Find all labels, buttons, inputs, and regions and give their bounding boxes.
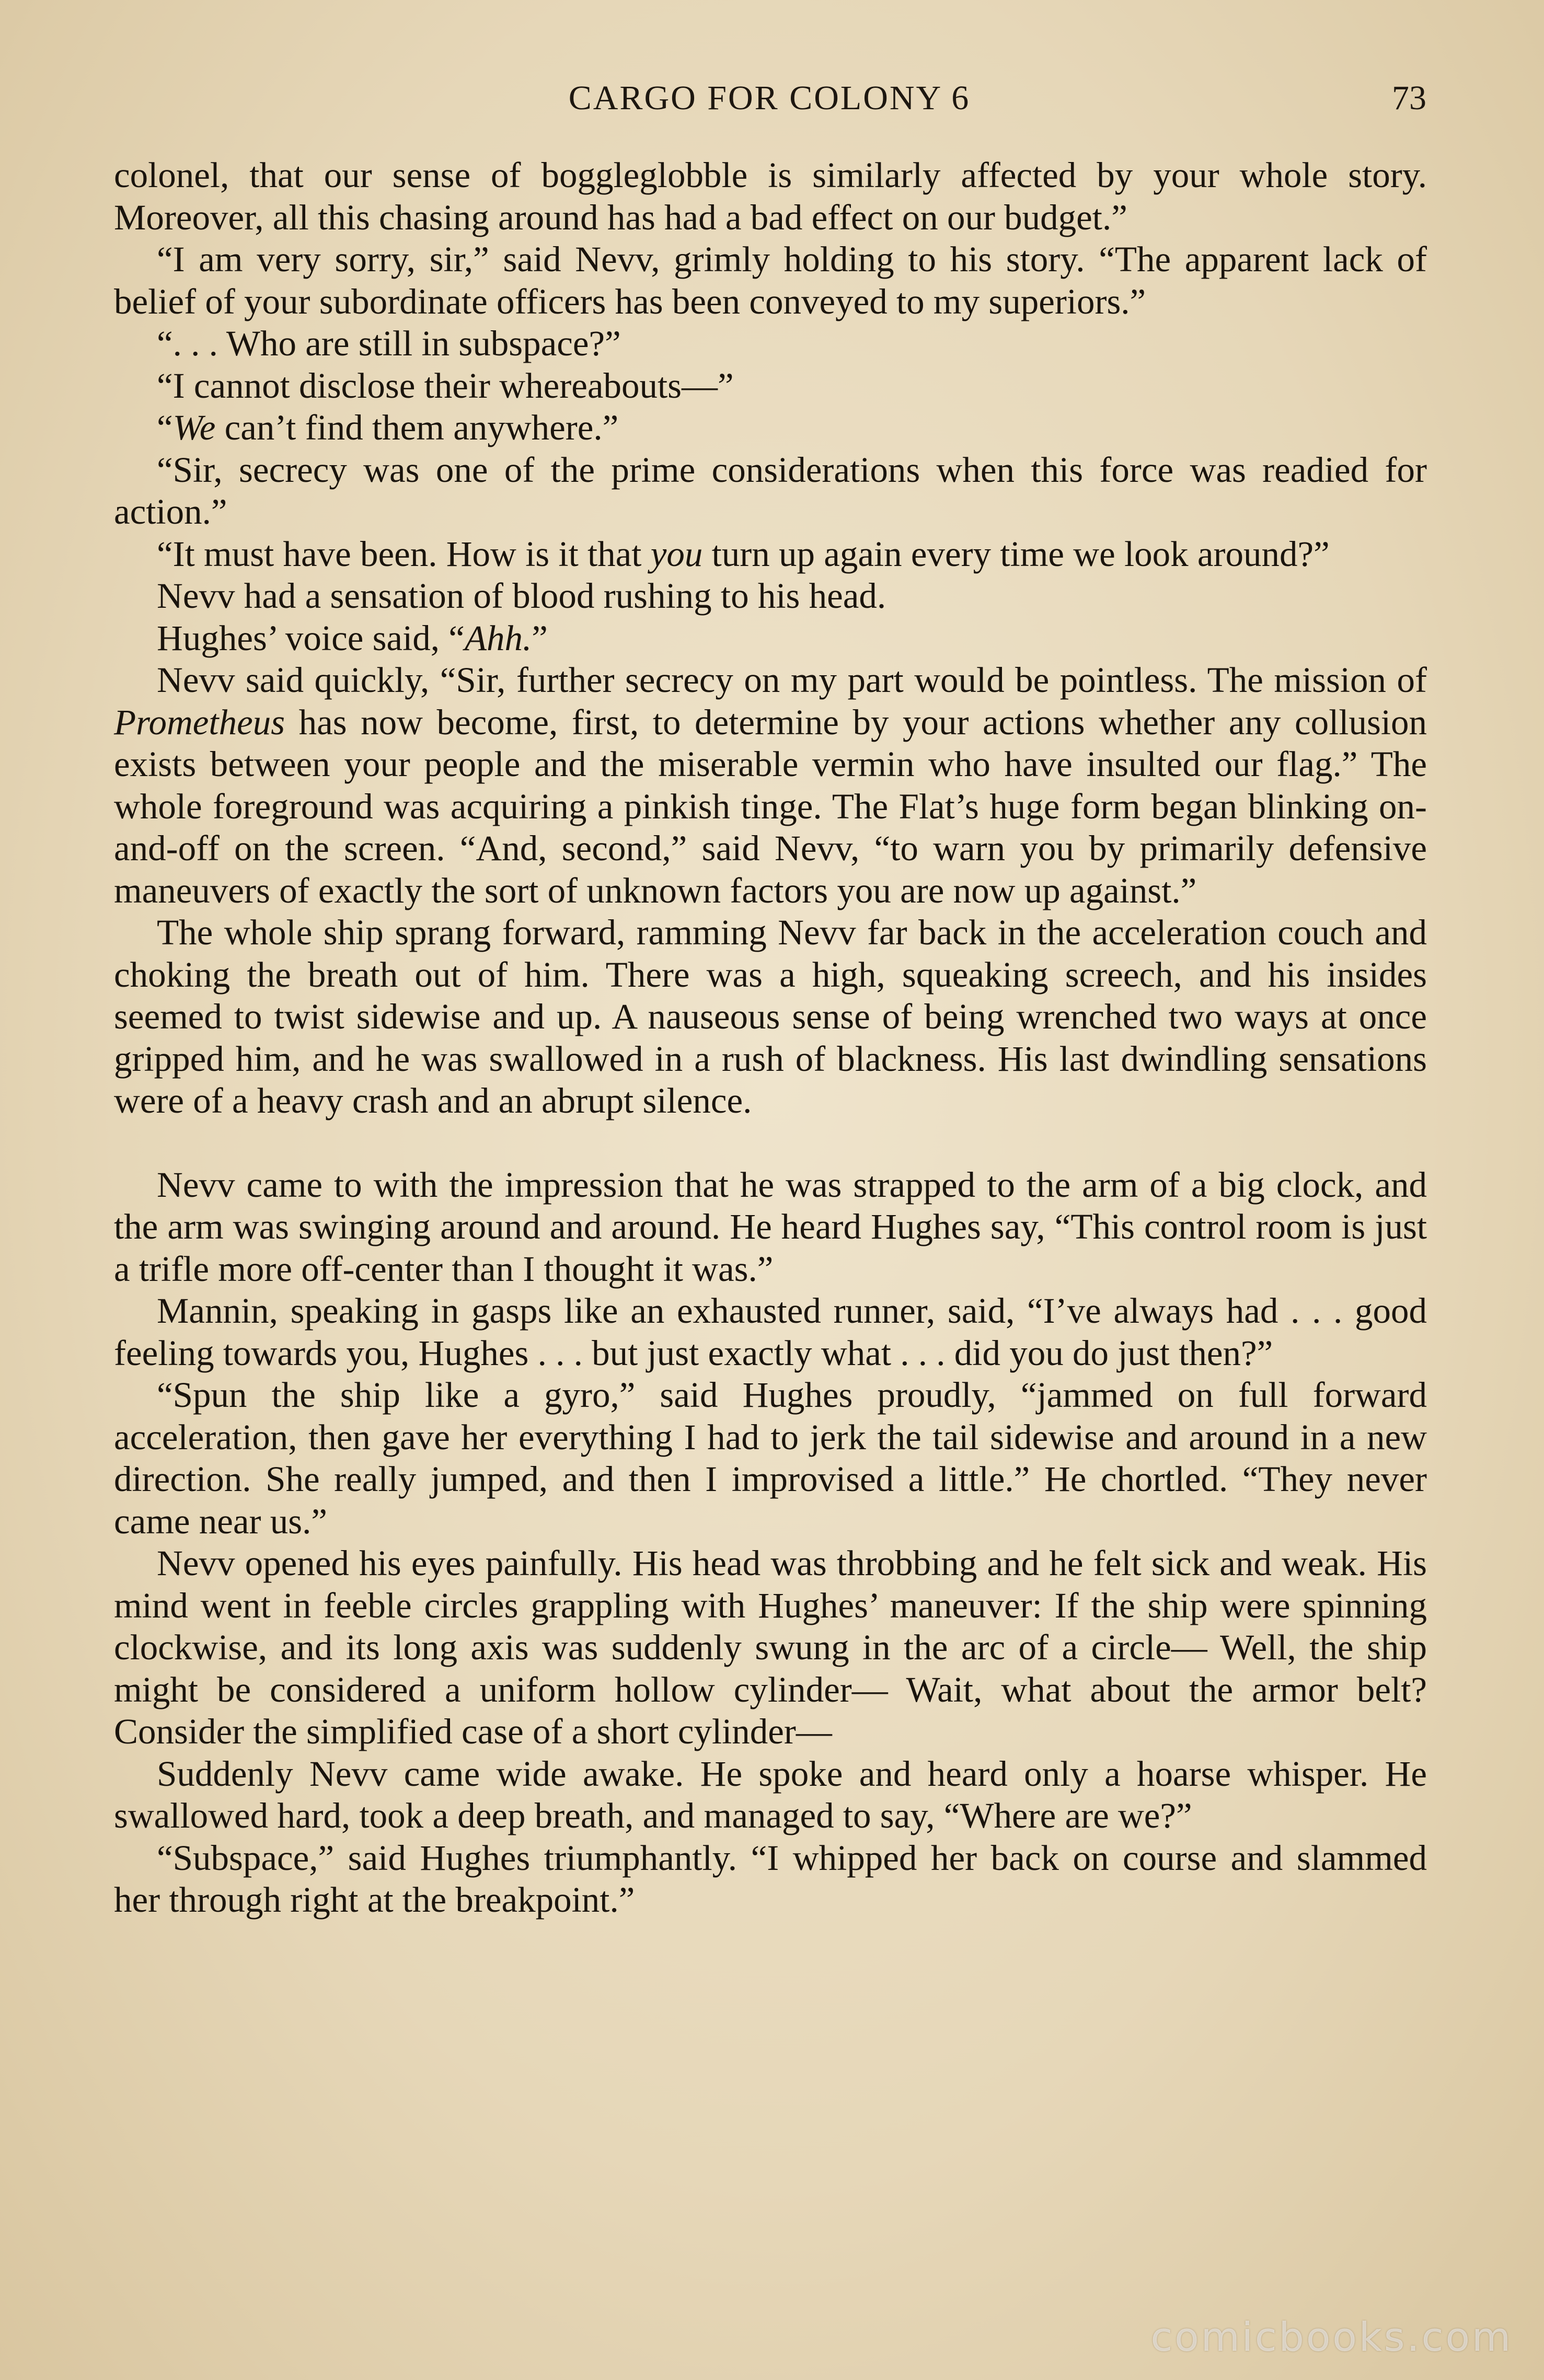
text-run: “It must have been. How is it that [157,534,651,574]
text-run: “I cannot disclose their whereabouts—” [157,365,734,406]
text-run: Mannin, speaking in gasps like an exhausted runner, said, “I’ve always had . . . good feeling towards you, Hughes . . . but just exactly what . . . did you do just then?” [114,1291,1427,1373]
text-run: “I am very sorry, sir,” said Nevv, grimly holding to his story. “The apparent lack of belief of your subordinate officers has been conveyed to my superiors.” [114,239,1427,321]
text-run: Nevv had a sensation of blood rushing to his head. [157,576,886,616]
text-run: Nevv said quickly, “Sir, further secrecy on my part would be pointless. The mission of [157,660,1427,700]
text-run: colonel, that our sense of boggleglobble is similarly affected by your whole story. Moreover, all this chasing around has had a bad effect on our budget.” [114,155,1427,237]
paragraph [114,154,1427,238]
text-run: “ [157,408,173,447]
text-run: Nevv came to with the impression that he was strapped to the arm of a big clock, and the arm was swinging around and around. He heard Hughes say, “This control room is just a trifle more off-center than I thought it was.” [114,1164,1427,1289]
text-run: The whole ship sprang forward, ramming Nevv far back in the acceleration couch and choking the breath out of him. There was a high, squeaking screech, and his insides seemed to twist sidewise and up. A nauseous sense of being wrenched two ways at once gripped him, and he was swallowed in a rush of blackness. His last dwindling sensations were of a heavy crash and an abrupt silence. [114,912,1427,1120]
italic-text: you [650,534,703,574]
italic-text: Ahh. [464,618,532,658]
paragraph [114,533,1427,575]
running-title: CARGO FOR COLONY 6 [568,79,971,117]
paragraph [114,617,1427,660]
text-run: has now become, first, to determine by your actions whether any collusion exists between your people and the miserable vermin who have insulted our flag.” The whole foreground was acquiring a pinkish tinge. The Flat’s huge form began blinking on-and-off on the screen. “And, second,” said Nevv, “to warn you by primarily defensive maneuvers of exactly the sort of unknown factors you are now up against.” [114,702,1427,910]
page-number: 73 [1392,79,1426,117]
text-run: ” [532,618,548,658]
paragraph [114,322,1427,365]
paragraph [114,1290,1427,1374]
paragraph [114,407,1427,449]
paragraph [114,449,1427,533]
italic-text: We [172,408,216,447]
text-run: Hughes’ voice said, “ [157,618,465,658]
text-run: “. . . Who are still in subspace?” [157,324,621,363]
text-run: turn up again every time we look around?” [702,534,1330,574]
paragraph [114,365,1427,407]
paragraph [114,659,1427,911]
page-header [112,78,1426,136]
text-run: “Spun the ship like a gyro,” said Hughes proudly, “jammed on full forward acceleration, then gave her everything I had to jerk the tail sidewise and around in a new direction. She really jumped, and then I improvised a little.” He chortled. “They never came near us.” [114,1375,1427,1541]
body-text [114,154,1427,1921]
paragraph [114,1837,1427,1921]
italic-text: Prometheus [114,702,285,742]
text-run: Suddenly Nevv came wide awake. He spoke and heard only a hoarse whisper. He swallowed hard, took a deep breath, and managed to say, “Where are we?” [114,1753,1427,1835]
paragraph [114,1374,1427,1542]
text-run: can’t find them anywhere.” [215,408,619,447]
text-run: “Sir, secrecy was one of the prime considerations when this force was readied for action.” [114,449,1427,532]
paragraph [114,238,1427,322]
paragraph [114,1542,1427,1753]
paragraph [114,1753,1427,1837]
text-run: “Subspace,” said Hughes triumphantly. “I whipped her back on course and slammed her through right at the breakpoint.” [114,1838,1427,1920]
paragraph [114,575,1427,617]
paragraph [114,1164,1427,1290]
text-run: Nevv opened his eyes painfully. His head was throbbing and he felt sick and weak. His mind went in feeble circles grappling with Hughes’ maneuver: If the ship were spinning clockwise, and its long axis was suddenly swung in the arc of a circle— Well, the ship might be considered a uniform hollow cylinder— Wait, what about the armor belt? Consider the simplified case of a short cylinder— [114,1543,1427,1751]
paragraph [114,911,1427,1122]
watermark: comicbooks.com [1150,2314,1513,2360]
